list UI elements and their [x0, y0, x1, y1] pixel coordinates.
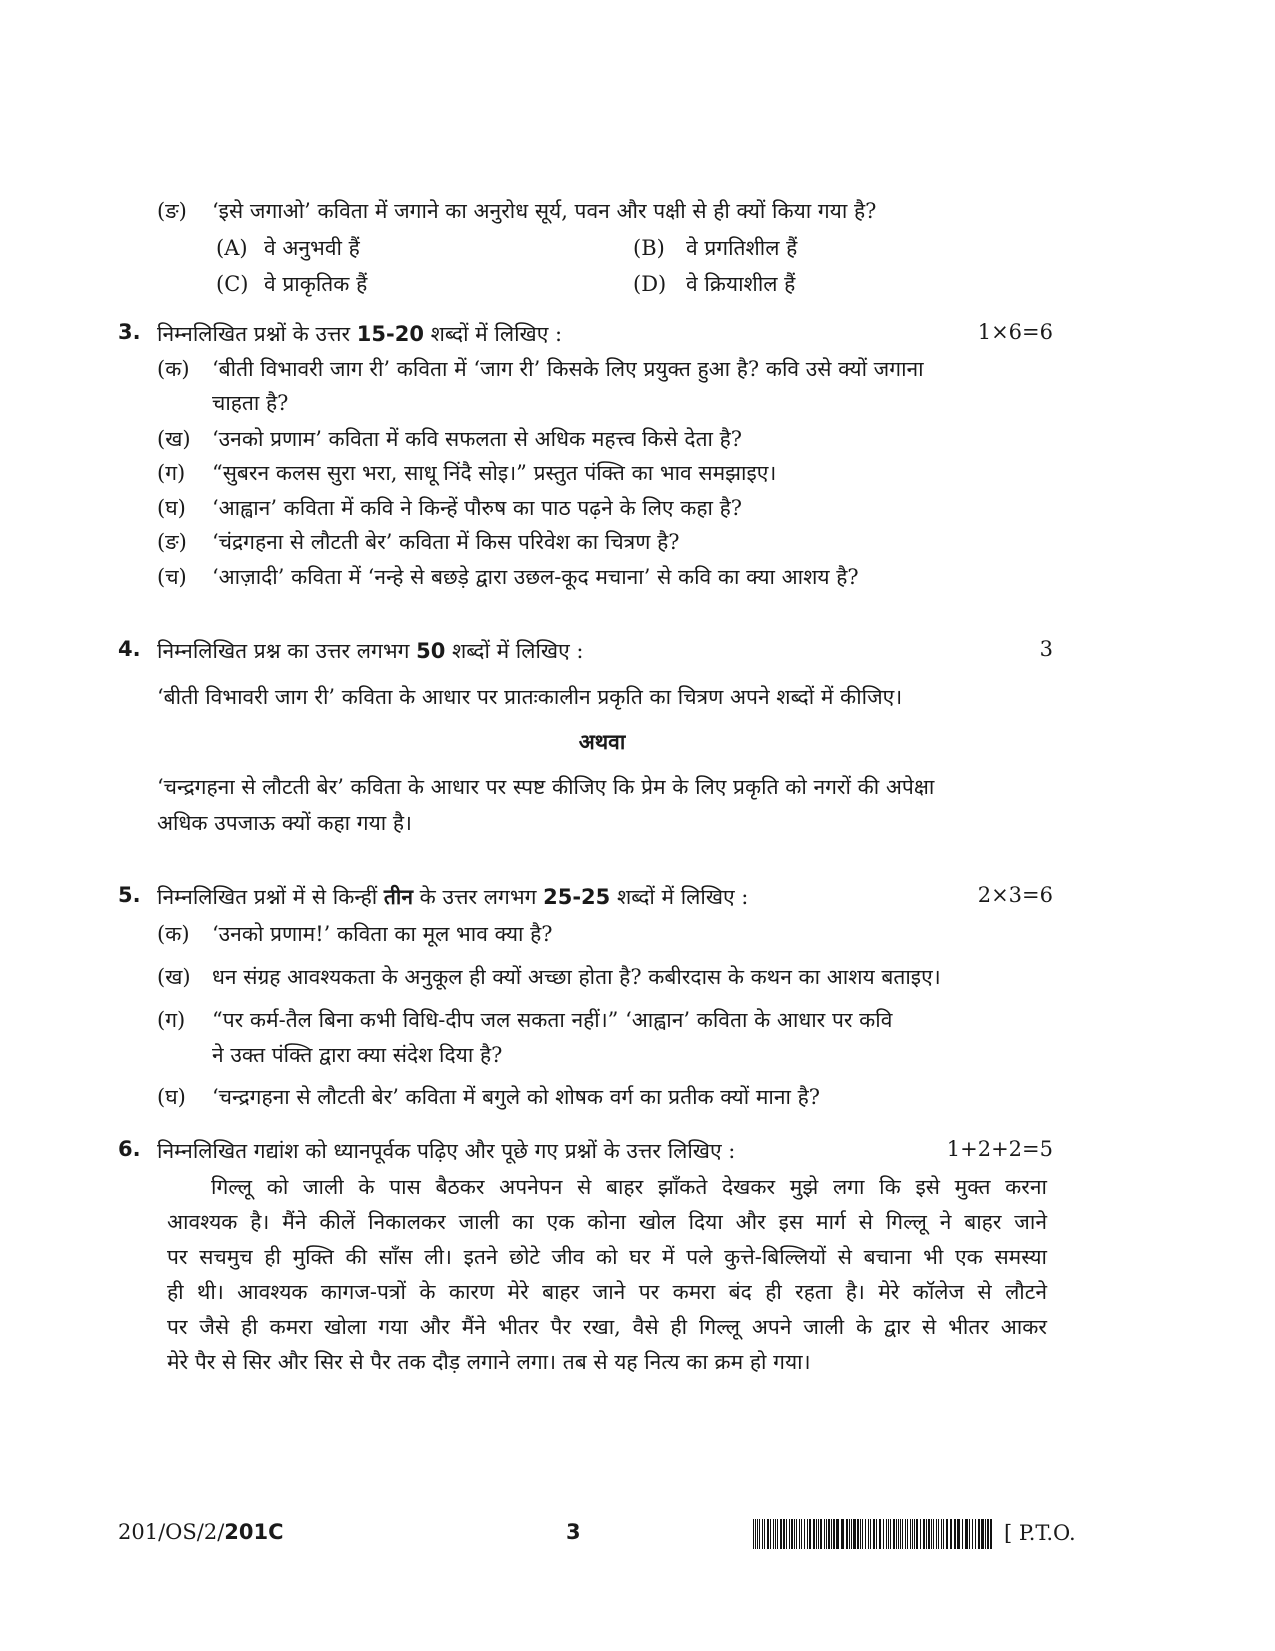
- q3-item-label: (ग): [157, 461, 186, 485]
- barcode-bar: [862, 1519, 863, 1549]
- barcode-bar: [965, 1519, 968, 1549]
- q3-instr-part-b: शब्दों में लिखिए :: [430, 322, 563, 346]
- barcode-bar: [775, 1519, 776, 1549]
- barcode-bar: [860, 1519, 861, 1549]
- barcode-bar: [888, 1519, 889, 1549]
- barcode-bar: [879, 1519, 881, 1549]
- barcode-bar: [896, 1519, 897, 1549]
- barcode-bar: [851, 1519, 852, 1549]
- option-b-label: (B): [633, 236, 665, 260]
- barcode-bar: [978, 1519, 980, 1549]
- q5-instr-part-a: निम्नलिखित प्रश्नों में से किन्हीं: [157, 885, 378, 909]
- barcode-bar: [807, 1519, 808, 1549]
- q5-item-text: धन संग्रह आवश्यकता के अनुकूल ही क्यों अच्छा होता है? कबीरदास के कथन का आशय बताइए।: [212, 965, 941, 989]
- barcode-bar: [828, 1519, 830, 1549]
- barcode-bar: [910, 1519, 911, 1549]
- barcode-bar: [902, 1519, 903, 1549]
- q4-text: ‘बीती विभावरी जाग री’ कविता के आधार पर प्रातःकालीन प्रकृति का चित्रण अपने शब्दों में कीजिए।: [157, 685, 903, 709]
- barcode-bar: [962, 1519, 963, 1549]
- barcode-bar: [831, 1519, 832, 1549]
- barcode-image: [753, 1519, 993, 1549]
- barcode-bar: [853, 1519, 856, 1549]
- barcode-bar: [938, 1519, 939, 1549]
- q3-item-text: ‘आज़ादी’ कविता में ‘नन्हे से बछड़े द्वारा उछल-कूद मचाना’ से कवि का क्या आशय है?: [212, 565, 859, 589]
- passage: [167, 1170, 1047, 1380]
- barcode-bar: [791, 1519, 793, 1549]
- q6-instruction: निम्नलिखित गद्यांश को ध्यानपूर्वक पढ़िए और पूछे गए प्रश्नों के उत्तर लिखिए :: [157, 1139, 736, 1163]
- q3-instr-bold: 15-20: [356, 322, 424, 346]
- barcode-bar: [762, 1519, 763, 1549]
- pto-label: [ P.T.O.: [1004, 1521, 1076, 1545]
- barcode-bar: [783, 1519, 785, 1549]
- barcode-bar: [846, 1519, 848, 1549]
- barcode-bar: [826, 1519, 827, 1549]
- barcode-bar: [883, 1519, 884, 1549]
- passage-line: ही थी। आवश्यक कागज-पत्रों के कारण मेरे बाहर जाने पर कमरा बंद ही रहता है। मेरे कॉलेज से लौटने: [167, 1280, 1047, 1304]
- barcode-bar: [876, 1519, 877, 1549]
- barcode-bar: [809, 1519, 811, 1549]
- q5-instruction: [157, 882, 748, 912]
- q3-number: 3.: [118, 320, 141, 344]
- barcode-bar: [816, 1519, 817, 1549]
- barcode-bar: [975, 1519, 976, 1549]
- q4-alt-text: ‘चन्द्रगहना से लौटती बेर’ कविता के आधार पर स्पष्ट कीजिए कि प्रेम के लिए प्रकृति को नगरों की अपेक्षा: [157, 775, 935, 799]
- barcode-bar: [941, 1519, 942, 1549]
- q5-instr-bold-count: तीन: [383, 885, 413, 909]
- option-c-text: वे प्राकृतिक हैं: [264, 272, 368, 296]
- barcode-bar: [886, 1519, 887, 1549]
- passage-line: पर जैसे ही कमरा खोला गया और मैंने भीतर पैर रखा, वैसे ही गिल्लू अपने जाली के द्वार से भीतर आकर: [167, 1315, 1047, 1339]
- q4-number: 4.: [118, 637, 141, 661]
- barcode-bar: [799, 1519, 800, 1549]
- q5-number: 5.: [118, 883, 141, 907]
- q2e-label: (ङ): [157, 199, 187, 223]
- q3-item-label: (ङ): [157, 530, 187, 554]
- barcode-bar: [796, 1519, 797, 1549]
- q5-instr-part-mid: के उत्तर लगभग: [419, 885, 537, 909]
- q5-instr-part-b: शब्दों में लिखिए :: [616, 885, 749, 909]
- barcode-bar: [890, 1519, 891, 1549]
- q4-alt-text-cont: अधिक उपजाऊ क्यों कहा गया है।: [157, 811, 412, 835]
- barcode-bar: [764, 1519, 765, 1549]
- q5-item-label: (ग): [157, 1008, 186, 1032]
- paper-code-prefix: 201/OS/2/: [118, 1520, 225, 1544]
- option-a-text: वे अनुभवी हैं: [264, 236, 360, 260]
- q3-item-text: ‘बीती विभावरी जाग री’ कविता में ‘जाग री’ किसके लिए प्रयुक्त हुआ है? कवि उसे क्यों जगाना: [212, 357, 924, 381]
- q5-marks: 2×3=6: [977, 883, 1053, 907]
- barcode-bar: [972, 1519, 973, 1549]
- barcode-bar: [849, 1519, 850, 1549]
- barcode-bar: [865, 1519, 866, 1549]
- barcode-bar: [946, 1519, 948, 1549]
- option-a-label: (A): [216, 236, 248, 260]
- q5-item-text: “पर कर्म-तैल बिना कभी विधि-दीप जल सकता नहीं।” ‘आह्वान’ कविता के आधार पर कवि: [212, 1008, 893, 1032]
- barcode-bar: [870, 1519, 871, 1549]
- barcode-bar: [857, 1519, 859, 1549]
- passage-line: पर सचमुच ही मुक्ति की साँस ली। इतने छोटे जीव को घर में पले कुत्ते-बिल्लियों से बचाना भी एक समस्या: [167, 1245, 1047, 1269]
- q3-marks: 1×6=6: [977, 320, 1053, 344]
- barcode-bar: [789, 1519, 790, 1549]
- or-label: अथवा: [578, 729, 626, 754]
- barcode-bar: [990, 1519, 992, 1549]
- barcode-bar: [914, 1519, 915, 1549]
- q5-instr-bold-words: 25-25: [543, 885, 611, 909]
- barcode-bar: [981, 1519, 984, 1549]
- q3-item-text-cont: चाहता है?: [212, 391, 289, 415]
- q3-item-label: (क): [157, 357, 190, 381]
- barcode-bar: [757, 1519, 758, 1549]
- barcode-bar: [900, 1519, 901, 1549]
- barcode-bar: [928, 1519, 930, 1549]
- barcode-bar: [923, 1519, 925, 1549]
- q6-number: 6.: [118, 1137, 141, 1161]
- barcode-bar: [794, 1519, 795, 1549]
- passage-line: मेरे पैर से सिर और सिर से पैर तक दौड़ लगाने लगा। तब से यह नित्य का क्रम हो गया।: [167, 1350, 811, 1374]
- barcode-bar: [773, 1519, 774, 1549]
- barcode-bar: [820, 1519, 822, 1549]
- barcode-bar: [833, 1519, 835, 1549]
- q2e-text: ‘इसे जगाओ’ कविता में जगाने का अनुरोध सूर्य, पवन और पक्षी से ही क्यों किया गया है?: [212, 199, 877, 223]
- barcode-bar: [836, 1519, 839, 1549]
- q5-item-label: (ख): [157, 965, 191, 989]
- q5-item-text: ‘उनको प्रणाम!’ कविता का मूल भाव क्या है?: [212, 922, 553, 946]
- barcode-bar: [824, 1519, 825, 1549]
- barcode-bar: [920, 1519, 921, 1549]
- barcode-bar: [780, 1519, 782, 1549]
- barcode-bar: [950, 1519, 952, 1549]
- barcode-bar: [954, 1519, 956, 1549]
- passage-line: आवश्यक है। मैंने कीलें निकालकर जाली का एक कोना खोल दिया और इस मार्ग से गिल्लू ने बाहर जाने: [167, 1210, 1047, 1234]
- option-b-text: वे प्रगतिशील हैं: [686, 236, 798, 260]
- barcode-bar: [841, 1519, 844, 1549]
- q3-item-text: “सुबरन कलस सुरा भरा, साधू निंदै सोइ।” प्रस्तुत पंक्ति का भाव समझाइए।: [212, 461, 777, 485]
- passage-line: गिल्लू को जाली के पास बैठकर अपनेपन से बाहर झाँकते देखकर मुझे लगा कि इसे मुक्त करना: [211, 1175, 1047, 1199]
- barcode-bar: [868, 1519, 869, 1549]
- q4-instruction: [157, 636, 583, 666]
- barcode-bar: [987, 1519, 989, 1549]
- barcode-bar: [818, 1519, 819, 1549]
- barcode-bar: [767, 1519, 769, 1549]
- barcode-bar: [936, 1519, 937, 1549]
- option-d-label: (D): [633, 272, 667, 296]
- q3-item-label: (च): [157, 565, 187, 589]
- barcode-bar: [755, 1519, 756, 1549]
- q5-item-label: (घ): [157, 1085, 186, 1109]
- barcode-bar: [907, 1519, 908, 1549]
- q4-marks: 3: [1039, 637, 1053, 661]
- barcode-bar: [753, 1519, 754, 1549]
- q4-instr-part-b: शब्दों में लिखिए :: [452, 639, 584, 663]
- barcode-bar: [985, 1519, 986, 1549]
- barcode-bar: [813, 1519, 815, 1549]
- q5-item-label: (क): [157, 922, 190, 946]
- q3-item-label: (ख): [157, 427, 191, 451]
- barcode-bar: [770, 1519, 771, 1549]
- barcode-bar: [873, 1519, 875, 1549]
- barcode-bar: [943, 1519, 944, 1549]
- page-number: 3: [566, 1520, 581, 1544]
- q3-item-label: (घ): [157, 496, 186, 520]
- barcode-bar: [786, 1519, 787, 1549]
- barcode-bar: [777, 1519, 778, 1549]
- option-c-label: (C): [216, 272, 249, 296]
- barcode-bar: [912, 1519, 913, 1549]
- barcode-bar: [916, 1519, 918, 1549]
- q3-instruction: [157, 319, 562, 349]
- q5-item-text: ‘चन्द्रगहना से लौटती बेर’ कविता में बगुले को शोषक वर्ग का प्रतीक क्यों माना है?: [212, 1085, 821, 1109]
- barcode-bar: [804, 1519, 805, 1549]
- paper-code: [118, 1520, 284, 1544]
- q3-item-text: ‘आह्वान’ कविता में कवि ने किन्हें पौरुष का पाठ पढ़ने के लिए कहा है?: [212, 496, 743, 520]
- q3-item-text: ‘चंद्रगहना से लौटती बेर’ कविता में किस परिवेश का चित्रण है?: [212, 530, 680, 554]
- paper-code-suffix: 201C: [224, 1520, 284, 1544]
- barcode-bar: [898, 1519, 899, 1549]
- q4-instr-part-a: निम्नलिखित प्रश्न का उत्तर लगभग: [157, 639, 410, 663]
- option-d-text: वे क्रियाशील हैं: [686, 272, 796, 296]
- q6-marks: 1+2+2=5: [946, 1137, 1053, 1161]
- barcode-bar: [931, 1519, 932, 1549]
- barcode-bar: [926, 1519, 927, 1549]
- barcode-bar: [957, 1519, 960, 1549]
- barcode-bar: [969, 1519, 970, 1549]
- q3-item-text: ‘उनको प्रणाम’ कविता में कवि सफलता से अधिक महत्त्व किसे देता है?: [212, 427, 743, 451]
- q4-instr-bold: 50: [416, 639, 446, 663]
- q3-instr-part-a: निम्नलिखित प्रश्नों के उत्तर: [157, 322, 351, 346]
- barcode-bar: [893, 1519, 895, 1549]
- barcode-bar: [905, 1519, 906, 1549]
- barcode-bar: [759, 1519, 760, 1549]
- barcode-bar: [933, 1519, 934, 1549]
- barcode-bar: [801, 1519, 802, 1549]
- q5-item-text-cont: ने उक्त पंक्ति द्वारा क्या संदेश दिया है?: [212, 1043, 503, 1067]
